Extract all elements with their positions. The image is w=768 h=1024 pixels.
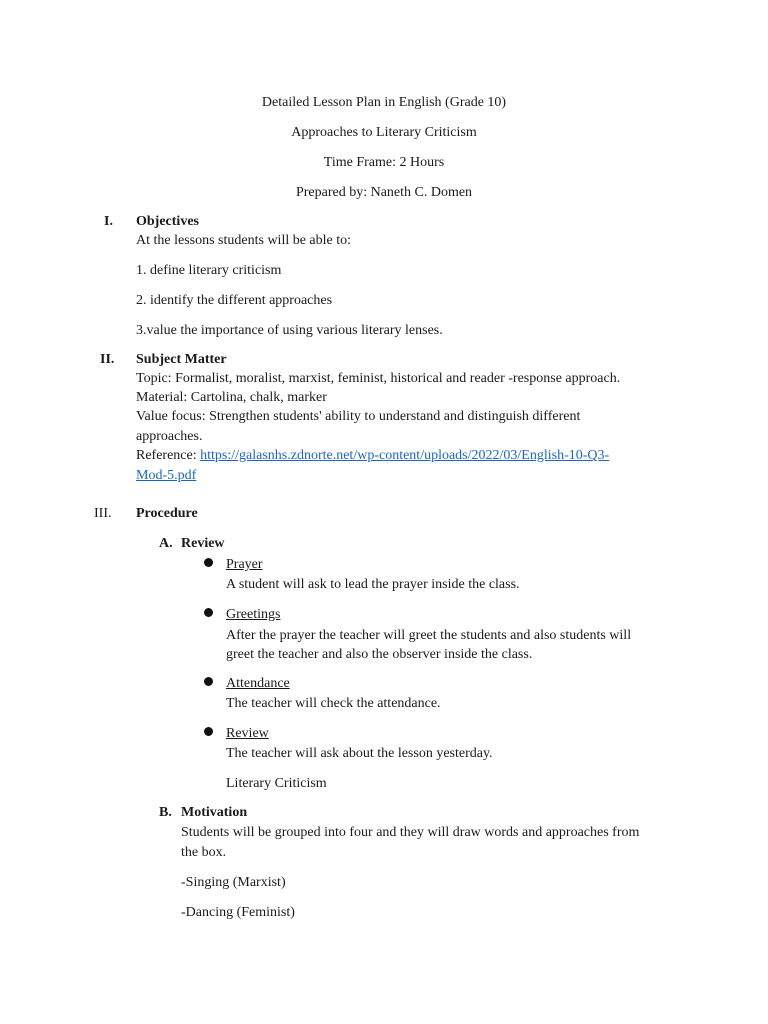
reference-link[interactable]: https://galasnhs.zdnorte.net/wp-content/uploads/2022/03/English-10-Q3-	[200, 448, 610, 463]
review-item-text: A student will ask to lead the prayer inside the class.	[226, 577, 520, 592]
document-title: Detailed Lesson Plan in English (Grade 10)	[261, 95, 507, 110]
review-item-title: Review	[226, 726, 269, 741]
review-heading: Review	[181, 536, 225, 551]
objective-item: 3.value the importance of using various literary lenses.	[136, 323, 443, 338]
review-item-text: greet the teacher and also the observer inside the class.	[226, 647, 533, 662]
section-numeral-subject-matter: II.	[100, 352, 115, 367]
objective-item: 1. define literary criticism	[136, 263, 282, 278]
procedure-heading: Procedure	[136, 506, 198, 521]
bullet-icon	[204, 677, 213, 686]
subject-topic: Topic: Formalist, moralist, marxist, feminist, historical and reader -response approach.	[136, 371, 621, 386]
review-extra: Literary Criticism	[226, 776, 327, 791]
time-frame: Time Frame: 2 Hours	[323, 155, 445, 170]
bullet-icon	[204, 608, 213, 617]
motivation-text: Students will be grouped into four and they will draw words and approaches from	[181, 825, 640, 840]
review-item-title: Prayer	[226, 557, 263, 572]
subject-material: Material: Cartolina, chalk, marker	[136, 390, 327, 405]
review-item-title: Attendance	[226, 676, 290, 691]
section-numeral-objectives: I.	[104, 214, 113, 229]
objectives-intro: At the lessons students will be able to:	[136, 233, 352, 248]
subject-value-focus: Value focus: Strengthen students' ability to understand and distinguish different	[136, 409, 581, 424]
review-item-text: The teacher will check the attendance.	[226, 696, 441, 711]
objective-item: 2. identify the different approaches	[136, 293, 333, 308]
subject-value-focus-cont: approaches.	[136, 429, 203, 444]
subject-matter-heading: Subject Matter	[136, 352, 227, 367]
motivation-text-cont: the box.	[181, 845, 227, 860]
motivation-item: -Singing (Marxist)	[181, 875, 286, 890]
reference-label: Reference:	[136, 448, 201, 463]
section-numeral-procedure: III.	[94, 506, 112, 521]
reference-link-continued[interactable]: Mod-5.pdf	[136, 468, 197, 483]
motivation-item: -Dancing (Feminist)	[181, 905, 295, 920]
bullet-icon	[204, 727, 213, 736]
motivation-heading: Motivation	[181, 805, 248, 820]
document-subtitle: Approaches to Literary Criticism	[291, 125, 477, 140]
bullet-icon	[204, 558, 213, 567]
review-item-text: The teacher will ask about the lesson yesterday.	[226, 746, 493, 761]
review-item-text: After the prayer the teacher will greet the students and also students will	[226, 628, 632, 643]
subsection-letter-motivation: B.	[159, 805, 172, 820]
objectives-heading: Objectives	[136, 214, 199, 229]
subsection-letter-review: A.	[159, 536, 173, 551]
review-item-title: Greetings	[226, 607, 281, 622]
prepared-by: Prepared by: Naneth C. Domen	[295, 185, 473, 200]
subject-reference	[136, 446, 609, 466]
